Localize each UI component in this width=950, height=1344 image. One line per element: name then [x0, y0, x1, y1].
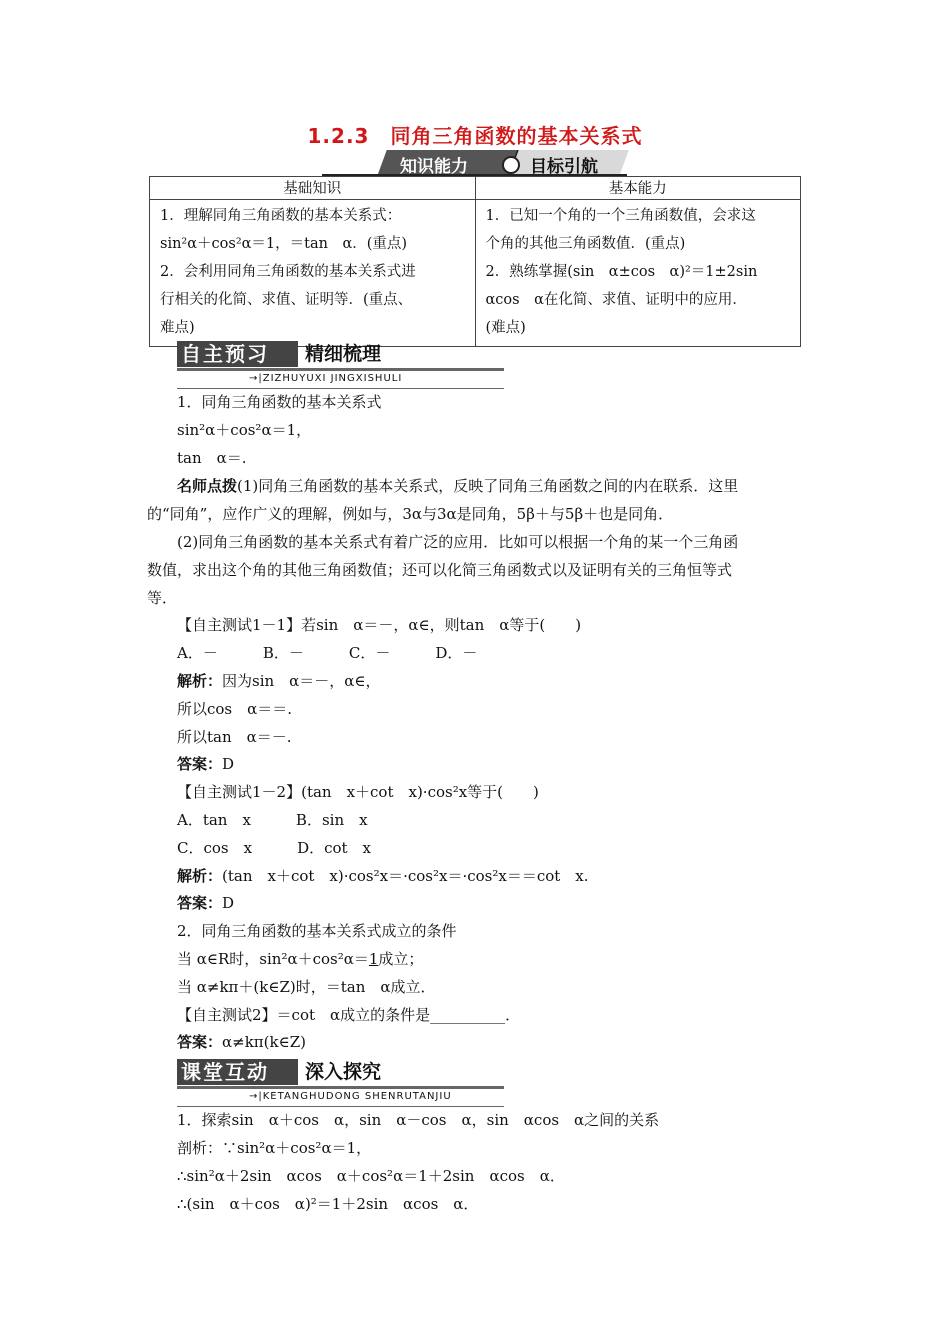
body-line: 当 α≠kπ＋(k∈Z)时，＝tan α成立． [177, 978, 436, 996]
goals-left-line: sin²α＋cos²α＝1，＝tan α．(重点) [160, 236, 408, 252]
section-banner-classroom [177, 1059, 504, 1102]
exercise-1-1-options: A．－ B．－ C．－ D．－ [177, 644, 478, 662]
section-rule [177, 1086, 504, 1089]
body-line: (2)同角三角函数的基本关系式有着广泛的应用．比如可以根据一个角的某一个三角函 [177, 533, 739, 551]
body-line: 的“同角”，应作广义的理解，例如与，3α与3α是同角，5β＋与5β＋也是同角． [147, 505, 674, 523]
goals-right-line: 2．熟练掌握(sin α±cos α)²＝1±2sin [485, 264, 758, 280]
banner-right-label: 目标引航 [530, 157, 598, 177]
goals-header-ability: 基本能力 [475, 177, 801, 200]
goals-knowledge-cell [150, 200, 476, 347]
body-line: 1．同角三角函数的基本关系式 [177, 393, 382, 411]
goals-table [149, 176, 801, 347]
answer-text: α≠kπ(k∈Z) [222, 1033, 306, 1051]
exercise-1-1-question: 【自主测试1－1】若sin α＝－，α∈，则tan α等于( ) [177, 616, 582, 634]
goals-header-knowledge: 基础知识 [150, 177, 476, 200]
analysis-label: 解析： [177, 867, 223, 885]
body-line: 剖析：∵sin²α＋cos²α＝1， [177, 1139, 372, 1157]
condition-text: 当 α∈R时，sin²α＋cos²α＝ [177, 950, 369, 968]
answer-label: 答案： [177, 755, 223, 773]
exercise-2-answer [177, 1032, 306, 1052]
goals-left-line: 2．会利用同角三角函数的基本关系式进 [160, 264, 416, 280]
body-line: tan α＝. [177, 449, 247, 467]
condition-text-end: 成立； [378, 950, 424, 968]
banner-left-label: 知识能力 [400, 157, 468, 177]
exercise-2-question: 【自主测试2】＝cot α成立的条件是__________． [177, 1006, 521, 1024]
section-box-label: 课堂互动 [177, 1059, 298, 1085]
section-subrule [177, 388, 504, 389]
body-line [177, 949, 423, 969]
body-line: 1．探索sin α＋cos α，sin α－cos α，sin αcos α之间的关系 [177, 1111, 660, 1129]
section-rule [177, 368, 504, 371]
banner-dot-icon [502, 156, 520, 174]
body-line: ∴(sin α＋cos α)²＝1＋2sin αcos α． [177, 1195, 479, 1213]
goals-right-line: 个角的其他三角函数值．(重点) [485, 236, 686, 252]
analysis-label: 解析： [177, 672, 223, 690]
body-line: 所以cos α＝＝. [177, 700, 293, 718]
exercise-1-2-answer [177, 893, 234, 913]
section-title: 深入探究 [305, 1061, 382, 1083]
page-title: 1.2.3 同角三角函数的基本关系式 [307, 124, 643, 148]
goals-right-line: 1．已知一个角的一个三角函数值，会求这 [485, 208, 756, 224]
body-line: 数值，求出这个角的其他三角函数值；还可以化简三角函数式以及证明有关的三角恒等式 [147, 561, 733, 579]
goals-right-line: (难点) [485, 320, 526, 336]
analysis-text: (tan x＋cot x)·cos²x＝·cos²x＝·cos²x＝＝cot x. [222, 867, 589, 885]
tip-label: 名师点拨 [177, 477, 238, 495]
section-box-label: 自主预习 [177, 341, 298, 367]
body-line: 2．同角三角函数的基本关系式成立的条件 [177, 922, 457, 940]
answer-label: 答案： [177, 1033, 223, 1051]
exercise-1-2-analysis [177, 866, 589, 886]
goals-right-line: αcos α在化简、求值、证明中的应用． [485, 292, 747, 308]
exercise-1-2-options-cd: C．cos x D．cot x [177, 839, 372, 857]
exercise-1-2-options-ab: A．tan x B．sin x [177, 811, 368, 829]
section-subtitle: →|KETANGHUDONG SHENRUTANJIU [249, 1091, 452, 1102]
body-line: 等． [147, 589, 178, 607]
analysis-text: 因为sin α＝－，α∈， [222, 672, 381, 690]
exercise-1-2-question: 【自主测试1－2】(tan x＋cot x)·cos²x等于( ) [177, 783, 539, 801]
body-line: ∴sin²α＋2sin αcos α＋cos²α＝1＋2sin αcos α． [177, 1167, 565, 1185]
goals-left-line: 行相关的化简、求值、证明等．(重点、 [160, 292, 413, 308]
goals-ability-cell [475, 200, 801, 347]
tip-line [177, 476, 738, 496]
goals-left-line: 难点) [160, 320, 195, 336]
answer-text: D [222, 894, 235, 912]
section-subrule [177, 1106, 504, 1107]
answer-text: D [222, 755, 235, 773]
body-line: 所以tan α＝－. [177, 728, 292, 746]
section-banner-preview [177, 341, 504, 384]
exercise-1-1-answer [177, 754, 234, 774]
exercise-1-1-analysis [177, 671, 381, 691]
tip-text: (1)同角三角函数的基本关系式，反映了同角三角函数之间的内在联系．这里 [237, 477, 739, 495]
answer-label: 答案： [177, 894, 223, 912]
body-line: sin²α＋cos²α＝1， [177, 421, 312, 439]
section-title: 精细梳理 [305, 343, 382, 365]
goals-left-line: 1．理解同角三角函数的基本关系式： [160, 208, 402, 224]
condition-blank-answer: 1 [368, 950, 379, 968]
section-subtitle: →|ZIZHUYUXI JINGXISHULI [249, 373, 403, 384]
